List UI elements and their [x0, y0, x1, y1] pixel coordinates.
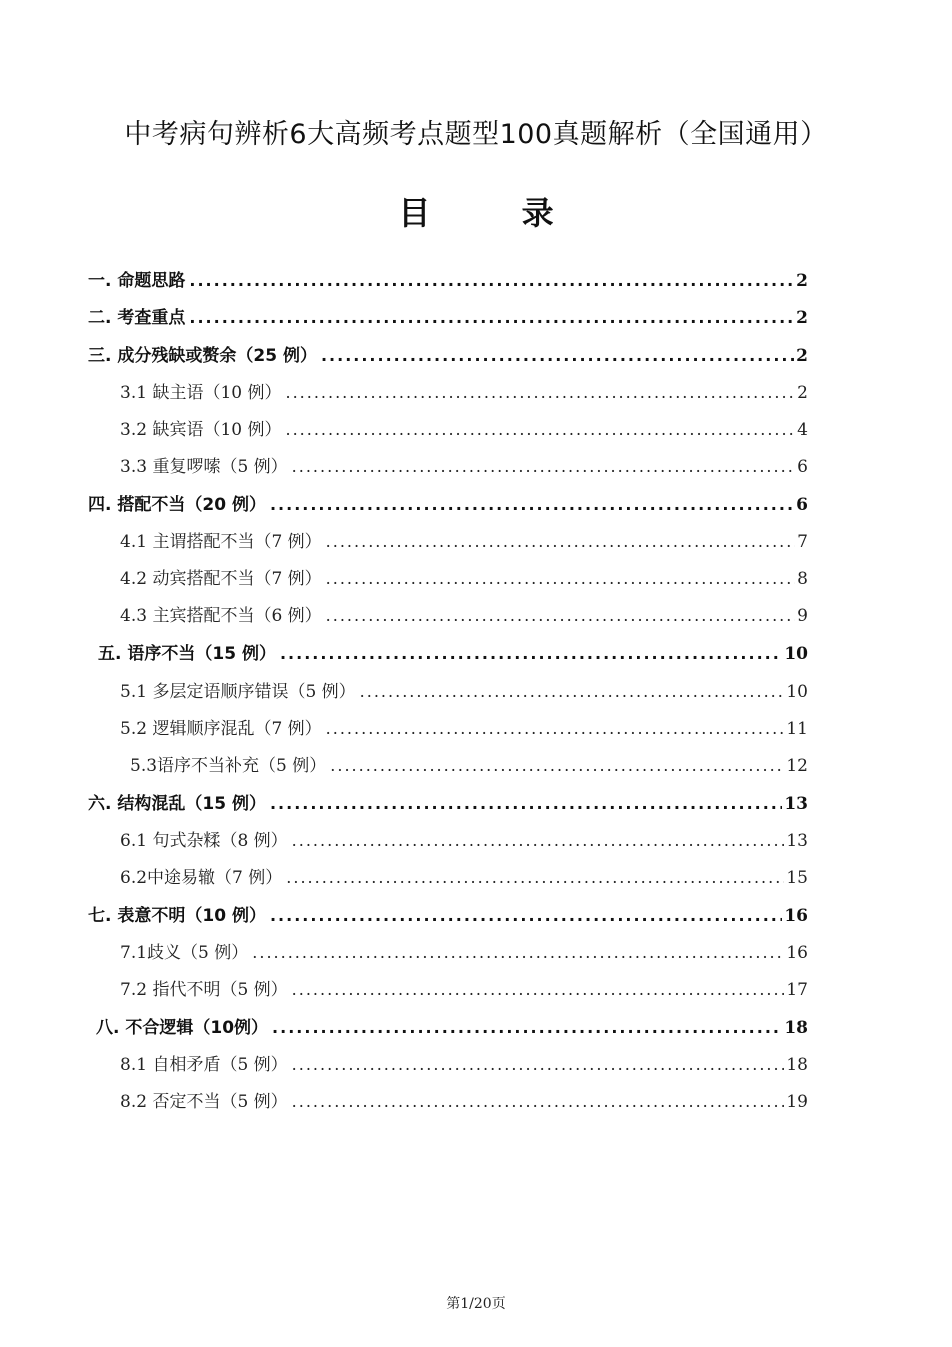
- toc-leader: [326, 569, 796, 589]
- toc-leader: [326, 719, 785, 739]
- toc-leader: [326, 606, 796, 626]
- toc-entry-label: 二. 考查重点: [88, 308, 186, 328]
- toc-entry[interactable]: [120, 1086, 808, 1112]
- toc-entry[interactable]: [88, 489, 808, 515]
- toc-entry-page: 18: [786, 1055, 808, 1075]
- page-footer: 第1/20页: [446, 1296, 506, 1312]
- toc-entry-page: 2: [796, 308, 808, 328]
- toc-leader: [189, 271, 794, 291]
- toc-entry-label: 3.1 缺主语（10 例）: [120, 383, 282, 403]
- toc-entry[interactable]: [88, 900, 808, 926]
- toc-entry-page: 7: [797, 532, 808, 552]
- toc-entry-label: 三. 成分残缺或赘余（25 例）: [88, 346, 317, 366]
- toc-leader: [272, 1018, 782, 1038]
- toc-entry-page: 8: [797, 569, 808, 589]
- toc-entry-label: 四. 搭配不当（20 例）: [88, 495, 266, 515]
- toc-entry[interactable]: [120, 825, 808, 851]
- toc-entry-page: 16: [784, 906, 808, 926]
- toc-entry-page: 6: [796, 495, 808, 515]
- toc-entry-label: 8.2 否定不当（5 例）: [120, 1092, 288, 1112]
- toc-entry-page: 19: [786, 1092, 808, 1112]
- toc-entry-label: 5.2 逻辑顺序混乱（7 例）: [120, 719, 322, 739]
- toc-entry-label: 4.2 动宾搭配不当（7 例）: [120, 569, 322, 589]
- toc-entry-page: 18: [784, 1018, 808, 1038]
- toc-entry-page: 2: [796, 271, 808, 291]
- toc-entry-page: 2: [796, 346, 808, 366]
- toc-entry[interactable]: [88, 265, 808, 291]
- toc-entry-label: 7.2 指代不明（5 例）: [120, 980, 288, 1000]
- toc-entry-page: 4: [797, 420, 808, 440]
- toc-entry-page: 15: [786, 868, 808, 888]
- toc-entry-label: 8.1 自相矛盾（5 例）: [120, 1055, 288, 1075]
- toc-entry[interactable]: [120, 451, 808, 477]
- toc-entry[interactable]: [96, 1012, 808, 1038]
- toc-entry-page: 13: [786, 831, 808, 851]
- toc-entry-page: 11: [786, 719, 808, 739]
- toc-entry[interactable]: [120, 937, 808, 963]
- toc-entry-page: 10: [784, 644, 808, 664]
- toc-entry-page: 16: [786, 943, 808, 963]
- toc-leader: [360, 682, 785, 702]
- toc-leader: [292, 831, 785, 851]
- toc-leader: [270, 794, 782, 814]
- toc-leader: [270, 906, 782, 926]
- toc-entry[interactable]: [88, 302, 808, 328]
- toc-entry-page: 10: [786, 682, 808, 702]
- toc-entry-label: 3.3 重复啰嗦（5 例）: [120, 457, 288, 477]
- toc-leader: [292, 457, 796, 477]
- toc-entry-label: 4.1 主谓搭配不当（7 例）: [120, 532, 322, 552]
- toc-entry[interactable]: [120, 974, 808, 1000]
- toc-leader: [292, 980, 785, 1000]
- toc-leader: [286, 868, 784, 888]
- toc-entry[interactable]: [120, 414, 808, 440]
- toc-entry-label: 七. 表意不明（10 例）: [88, 906, 266, 926]
- toc-heading: 目 录: [398, 194, 594, 232]
- toc-entry-label: 4.3 主宾搭配不当（6 例）: [120, 606, 322, 626]
- toc-entry-label: 6.1 句式杂糅（8 例）: [120, 831, 288, 851]
- toc-leader: [189, 308, 794, 328]
- toc-entry-page: 12: [786, 756, 808, 776]
- toc-entry-page: 9: [797, 606, 808, 626]
- toc-entry[interactable]: [130, 750, 808, 776]
- toc-entry-label: 6.2中途易辙（7 例）: [120, 868, 283, 888]
- toc-entry[interactable]: [120, 713, 808, 739]
- toc-entry[interactable]: [120, 1049, 808, 1075]
- toc-leader: [292, 1055, 785, 1075]
- toc-leader: [285, 420, 795, 440]
- toc-entry[interactable]: [120, 563, 808, 589]
- toc-entry-page: 17: [786, 980, 808, 1000]
- toc-entry-label: 5.1 多层定语顺序错误（5 例）: [120, 682, 356, 702]
- toc-entry-page: 2: [797, 383, 808, 403]
- toc-entry-label: 一. 命题思路: [88, 271, 186, 291]
- toc-leader: [252, 943, 784, 963]
- toc-entry-label: 7.1歧义（5 例）: [120, 943, 249, 963]
- toc-entry-page: 6: [797, 457, 808, 477]
- toc-leader: [280, 644, 782, 664]
- toc-entry[interactable]: [88, 340, 808, 366]
- toc-entry-label: 八. 不合逻辑（10例）: [96, 1018, 269, 1038]
- toc-leader: [270, 495, 794, 515]
- toc-entry[interactable]: [120, 377, 808, 403]
- toc-leader: [321, 346, 794, 366]
- toc-leader: [292, 1092, 785, 1112]
- toc-entry-label: 5.3语序不当补充（5 例）: [130, 756, 327, 776]
- toc-leader: [326, 532, 796, 552]
- toc-entry[interactable]: [98, 638, 808, 664]
- toc-entry[interactable]: [120, 526, 808, 552]
- toc-entry[interactable]: [120, 600, 808, 626]
- document-title: 中考病句辨析6大高频考点题型100真题解析（全国通用）: [124, 119, 828, 150]
- toc-leader: [285, 383, 795, 403]
- toc-entry-label: 五. 语序不当（15 例）: [98, 644, 276, 664]
- toc-entry-label: 六. 结构混乱（15 例）: [88, 794, 266, 814]
- toc-entry[interactable]: [88, 788, 808, 814]
- toc-leader: [330, 756, 784, 776]
- toc-entry[interactable]: [120, 862, 808, 888]
- toc-entry[interactable]: [120, 676, 808, 702]
- toc-entry-page: 13: [784, 794, 808, 814]
- toc-entry-label: 3.2 缺宾语（10 例）: [120, 420, 282, 440]
